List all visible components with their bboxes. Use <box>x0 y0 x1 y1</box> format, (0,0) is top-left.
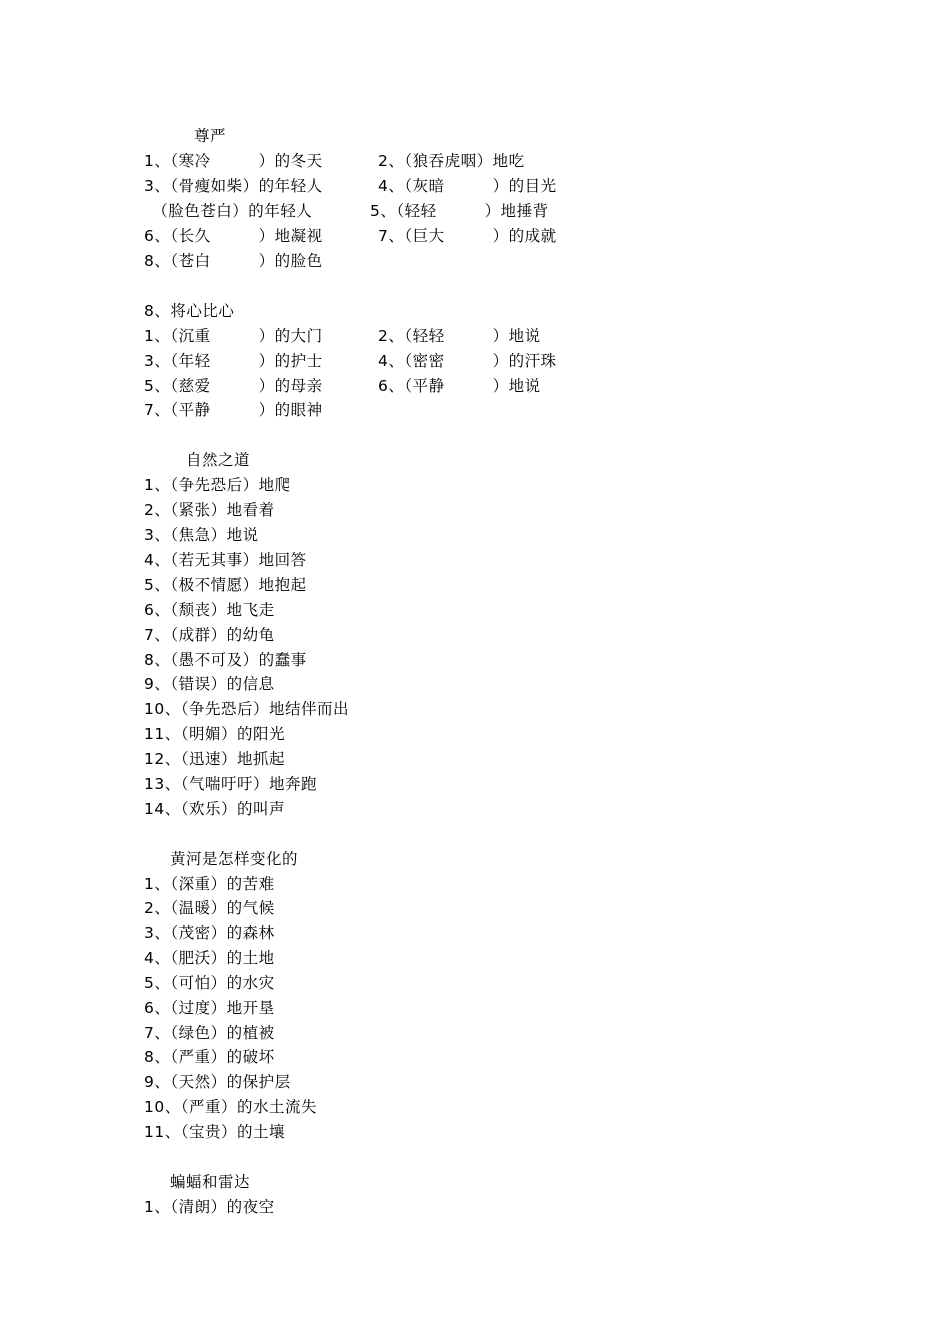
list-item: 3、（年轻 ）的护士 <box>144 352 323 370</box>
list-item: 14、（欢乐）的叫声 <box>144 800 285 818</box>
list-item: 2、（轻轻 ）地说 <box>378 327 541 345</box>
list-item: 6、（颓丧）地飞走 <box>144 601 275 619</box>
list-item: 2、（紧张）地看着 <box>144 501 275 519</box>
list-item: 4、（密密 ）的汗珠 <box>378 352 557 370</box>
list-item: 2、（温暖）的气候 <box>144 899 275 917</box>
list-item: 12、（迅速）地抓起 <box>144 750 285 768</box>
list-item: 3、（焦急）地说 <box>144 526 259 544</box>
list-item: 4、（灰暗 ）的目光 <box>378 177 557 195</box>
list-item: 11、（宝贵）的土壤 <box>144 1123 285 1141</box>
list-item: 1、（清朗）的夜空 <box>144 1198 275 1216</box>
list-item: 9、（天然）的保护层 <box>144 1073 291 1091</box>
list-item: 11、（明媚）的阳光 <box>144 725 285 743</box>
list-item: 1、（争先恐后）地爬 <box>144 476 291 494</box>
list-item: 4、（肥沃）的土地 <box>144 949 275 967</box>
list-item: 4、（若无其事）地回答 <box>144 551 307 569</box>
list-item: 7、（巨大 ）的成就 <box>378 227 557 245</box>
list-item: 6、（长久 ）地凝视 <box>144 227 323 245</box>
section-title-bats-radar: 蝙蝠和雷达 <box>170 1173 251 1191</box>
list-item: 7、（绿色）的植被 <box>144 1024 275 1042</box>
list-item: 6、（平静 ）地说 <box>378 377 541 395</box>
section-title-dignity: 尊严 <box>194 127 227 145</box>
list-item: 5、（轻轻 ）地捶背 <box>370 202 549 220</box>
list-item: 5、（极不情愿）地抱起 <box>144 576 307 594</box>
list-item: 3、（茂密）的森林 <box>144 924 275 942</box>
list-item: 2、（狼吞虎咽）地吃 <box>378 152 525 170</box>
list-item: 5、（可怕）的水灾 <box>144 974 275 992</box>
list-item: 7、（成群）的幼龟 <box>144 626 275 644</box>
list-item: 1、（寒冷 ）的冬天 <box>144 152 323 170</box>
section-title-nature: 自然之道 <box>186 451 251 469</box>
list-item: 5、（慈爱 ）的母亲 <box>144 377 323 395</box>
list-item: 1、（沉重 ）的大门 <box>144 327 323 345</box>
list-item: 3、（骨瘦如柴）的年轻人 <box>144 177 323 195</box>
list-item: 8、（愚不可及）的蠢事 <box>144 651 307 669</box>
list-item: 8、（严重）的破坏 <box>144 1048 275 1066</box>
list-item: 9、（错误）的信息 <box>144 675 275 693</box>
list-item: 7、（平静 ）的眼神 <box>144 401 323 419</box>
list-item: 8、（苍白 ）的脸色 <box>144 252 323 270</box>
section-title-yellow-river: 黄河是怎样变化的 <box>170 850 299 868</box>
list-item: 10、（严重）的水土流失 <box>144 1098 317 1116</box>
list-item: 6、（过度）地开垦 <box>144 999 275 1017</box>
list-item: 10、（争先恐后）地结伴而出 <box>144 700 349 718</box>
section-title-empathy: 8、将心比心 <box>144 302 235 320</box>
list-item: （脸色苍白）的年轻人 <box>144 202 313 220</box>
list-item: 1、（深重）的苦难 <box>144 875 275 893</box>
list-item: 13、（气喘吁吁）地奔跑 <box>144 775 317 793</box>
